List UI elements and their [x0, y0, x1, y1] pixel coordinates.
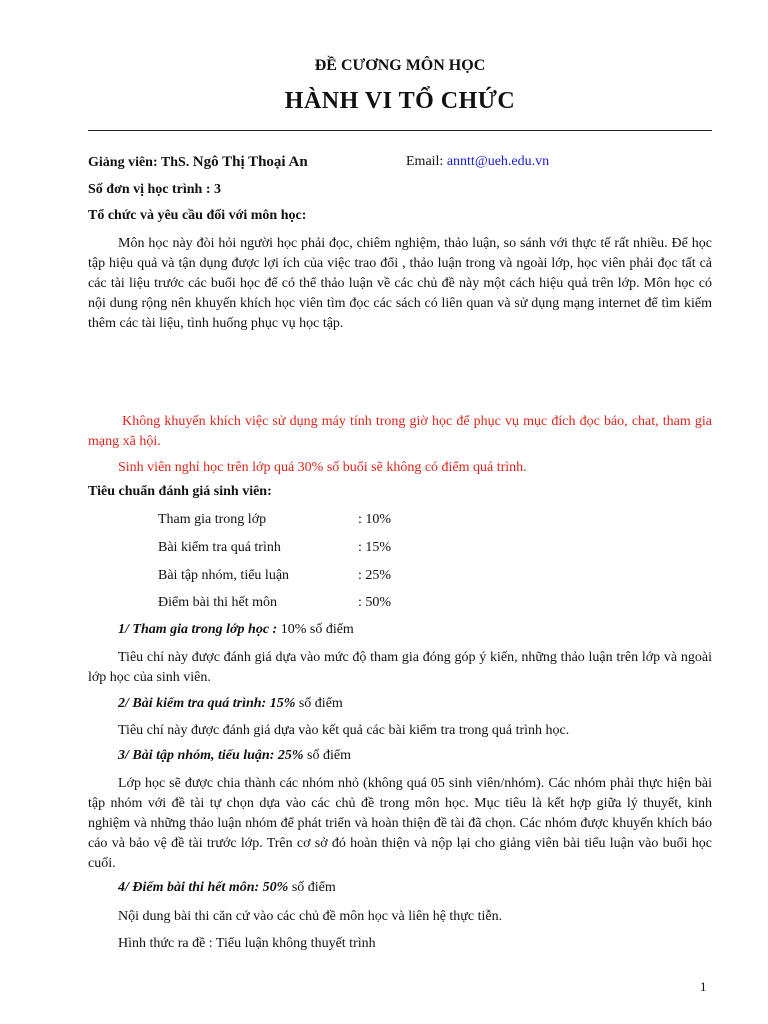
- section-3-weight: số điểm: [303, 748, 351, 763]
- section-1-weight: 10% số điểm: [280, 622, 354, 637]
- email-block: [406, 152, 549, 172]
- syllabus-subtitle: ĐỀ CƯƠNG MÔN HỌC: [314, 57, 486, 74]
- lecturer-row: [88, 152, 712, 173]
- organization-text: Môn học này đòi hỏi người học phải đọc, chiêm nghiệm, thảo luận, so sánh với thực tế rất nhiều. Để học tập hiệu quả và tận dụng được lợi ích của việc trao đổi , thảo luận trong và ngoài lớp, học viên phải đọc tất cả các tài liệu trước các buổi học để có thể thảo luận về các chủ đề này một cách hiệu quả trên lớp. Môn học có nội dung rộng nên khuyến khích học viên tìm đọc các sách có liên quan và sử dụng mạng internet để tìm kiếm thêm các tài liệu, tình huống phục vụ học tập.: [88, 236, 712, 331]
- notice-computer-use-text: Không khuyến khích việc sử dụng máy tính trong giờ học để phục vụ mục đích đọc báo, chat, tham gia mạng xã hội.: [88, 414, 712, 449]
- section-4-heading: [118, 878, 336, 898]
- email-link[interactable]: anntt@ueh.edu.vn: [446, 154, 550, 169]
- criteria-label: Bài tập nhóm, tiểu luận: [158, 568, 290, 583]
- section-3-body: [88, 774, 712, 874]
- section-4-text-2: Hình thức ra đề : Tiểu luận không thuyết trình: [118, 936, 376, 951]
- page-number: 1: [700, 979, 707, 994]
- section-3-text: Lớp học sẽ được chia thành các nhóm nhỏ (không quá 05 sinh viên/nhóm). Các nhóm phải thực hiện bài tập nhóm với đề tài tự chọn dựa vào các chủ đề trong môn học. Mục tiêu là kết hợp giữa lý thuyết, kinh nghiệm và những thảo luận nhóm để phát triển và hoàn thiện đề tài đã chọn. Các nhóm được khuyến khích báo cáo và bảo vệ đề tài trước lớp. Trên cơ sở đó hoàn thiện và nộp lại cho giảng viên bài tiểu luận vào buổi học cuối.: [88, 776, 712, 871]
- criteria-label: Tham gia trong lớp: [158, 512, 267, 527]
- section-1-heading: [118, 620, 354, 640]
- section-2-text: Tiêu chí này được đánh giá dựa vào kết quả các bài kiểm tra trong quá trình học.: [118, 723, 570, 738]
- organization-paragraph: [88, 234, 712, 334]
- section-2-title: 2/ Bài kiểm tra quá trình: 15%: [118, 696, 296, 711]
- section-1-title: 1/ Tham gia trong lớp học :: [118, 622, 281, 637]
- criteria-heading: Tiêu chuẩn đánh giá sinh viên:: [88, 484, 272, 499]
- section-1-text: Tiêu chí này được đánh giá dựa vào mức độ tham gia đóng góp ý kiến, những thảo luận trên lớp và ngoài lớp học của sinh viên.: [88, 650, 712, 685]
- criteria-value: : 25%: [358, 568, 392, 583]
- document-page: [88, 52, 712, 951]
- section-2-body: [88, 721, 712, 741]
- section-3-title: 3/ Bài tập nhóm, tiểu luận: 25%: [118, 748, 304, 763]
- section-4-title: 4/ Điểm bài thi hết môn: 50%: [118, 880, 289, 895]
- section-4-body-1: [88, 907, 712, 927]
- course-units: Số đơn vị học trình : 3: [88, 182, 221, 197]
- section-4-text-1: Nội dung bài thi căn cứ vào các chủ đề môn học và liên hệ thực tiễn.: [118, 909, 503, 924]
- course-title: HÀNH VI TỔ CHỨC: [284, 88, 516, 114]
- section-4-weight: số điểm: [288, 880, 336, 895]
- criteria-label: Điểm bài thi hết môn: [158, 595, 277, 610]
- email-label: Email:: [406, 154, 447, 169]
- section-3-heading: [118, 746, 351, 766]
- section-1-body: [88, 648, 712, 688]
- criteria-value: : 15%: [358, 540, 392, 555]
- criteria-label: Bài kiểm tra quá trình: [158, 540, 281, 555]
- notice-computer-use: [88, 412, 712, 452]
- criteria-value: : 50%: [358, 595, 392, 610]
- notice-absence-text: Sinh viên nghỉ học trên lớp quá 30% số buổi sẽ không có điểm quá trình.: [118, 460, 527, 475]
- section-2-heading: [118, 694, 343, 714]
- lecturer-name: Ngô Thị Thoại An: [192, 154, 308, 170]
- criteria-value: : 10%: [358, 512, 392, 527]
- lecturer-label: Giảng viên: ThS.: [88, 155, 193, 170]
- notice-absence: [88, 458, 712, 478]
- title-divider: [88, 130, 712, 131]
- section-4-body-2: [88, 934, 712, 954]
- section-2-weight: số điểm: [295, 696, 343, 711]
- organization-heading: Tổ chức và yêu cầu đối với môn học:: [88, 208, 307, 223]
